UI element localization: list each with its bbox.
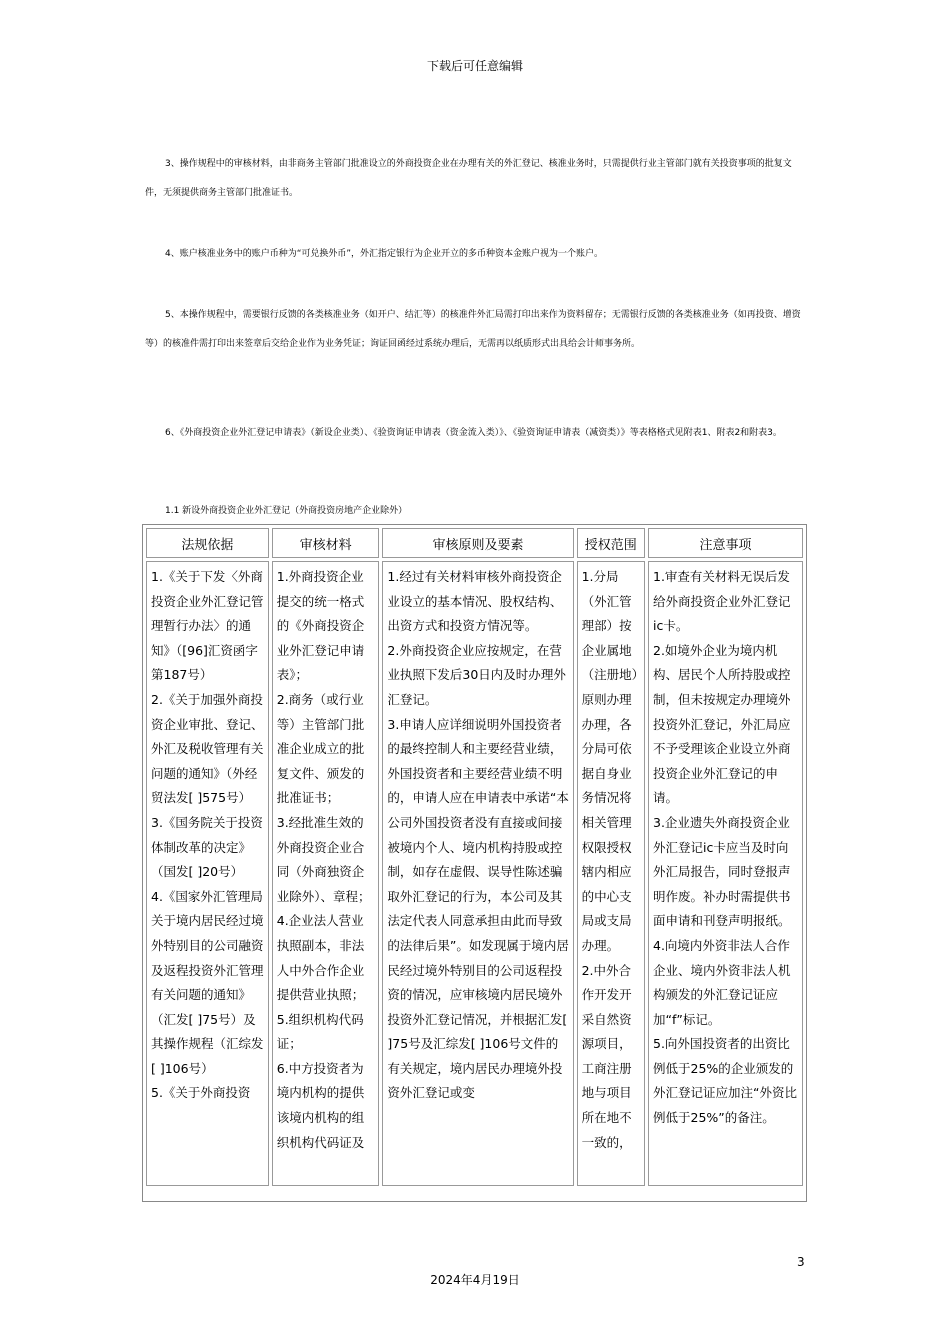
paragraph-3-text: 3、操作规程中的审核材料，由非商务主管部门批准设立的外商投资企业在办理有关的外汇登记、核准业务时，只需提供行业主管部门就有关投资事项的批复文件，无须提供商务主管部门批准证书。 — [145, 159, 792, 198]
paragraph-6 — [145, 419, 807, 448]
cell-notes — [648, 561, 803, 1186]
regulation-table — [142, 524, 807, 1202]
table-caption: 1.1 新设外商投资企业外汇登记（外商投资房地产企业除外） — [165, 506, 408, 516]
paragraph-6-text: 6、《外商投资企业外汇登记申请表》（新设企业类）、《验资询证申请表（资金流入类）》、《验资询证申请表（减资类）》等表格格式见附表1、附表2和附表3。 — [165, 428, 782, 438]
cell-authorization-scope-text: 1.分局（外汇管理部）按企业属地（注册地）原则办理办理，各分局可依据自身业务情况将相关管理权限授权辖内相应的中心支局或支局办理。 2.中外合作开发开采自然资源项目，工商注册地与项目所在地不一致的， — [581, 569, 638, 1150]
cell-legal-basis-text: 1.《关于下发〈外商投资企业外汇登记管理暂行办法〉的通知》（[96]汇资函字第187号） 2.《关于加强外商投资企业审批、登记、外汇及税收管理有关问题的通知》（外经贸法发[ ]575号） 3.《国务院关于投资体制改革的决定》（国发[ ]20号） 4.《国家外汇管理局关于境内居民经过境外特别目的公司融资及返程投资外汇管理有关问题的通知》（汇发[ ]75号）及其操作规程（汇综发[ ]106号） 5.《关于外商投资 — [151, 569, 264, 1101]
header-legal-basis: 法规依据 — [146, 528, 269, 558]
cell-review-principles-text: 1.经过有关材料审核外商投资企业设立的基本情况、股权结构、出资方式和投资方情况等。 2.外商投资企业应按规定，在营业执照下发后30日内及时办理外汇登记。 3.申请人应详细说明外国投资者的最终控制人和主要经营业绩，外国投资者和主要经营业绩不明的，申请人应在申请表中承诺“本公司外国投资者没有直接或间接被境内个人、境内机构持股或控制，如存在虚假、误导性陈述骗取外汇登记的行为，本公司及其法定代表人同意承担由此而导致的法律后果”。如发现属于境内居民经过境外特别目的公司返程投资的情况，应审核境内居民境外投资外汇登记情况，并根据汇发[ ]75号及汇综发[ ]106号文件的有关规定，境内居民办理境外投资外汇登记或变 — [387, 569, 569, 1101]
paragraph-5-text: 5、本操作规程中，需要银行反馈的各类核准业务（如开户、结汇等）的核准件外汇局需打印出来作为资料留存；无需银行反馈的各类核准业务（如再投资、增资等）的核准件需打印出来签章后交给企业作为业务凭证；询证回函经过系统办理后，无需再以纸质形式出具给会计师事务所。 — [145, 310, 801, 349]
table-header-row — [146, 528, 803, 558]
cell-review-materials — [272, 561, 380, 1186]
header-authorization-scope: 授权范围 — [577, 528, 645, 558]
paragraph-5 — [145, 301, 807, 359]
paragraph-3 — [145, 150, 807, 208]
page-footer-date: 2024年4月19日 — [430, 1273, 520, 1287]
header-review-materials: 审核材料 — [272, 528, 380, 558]
table-row — [146, 561, 803, 1186]
paragraph-4-text: 4、账户核准业务中的账户币种为“可兑换外币”，外汇指定银行为企业开立的多币种资本金账户视为一个账户。 — [165, 249, 604, 259]
header-notes: 注意事项 — [648, 528, 803, 558]
page-header: 下载后可任意编辑 — [426, 59, 523, 73]
cell-review-materials-text: 1.外商投资企业提交的统一格式的《外商投资企业外汇登记申请表》； 2.商务（或行业等）主管部门批准企业成立的批复文件、颁发的批准证书； 3.经批准生效的外商投资企业合同（外商独资企业除外）、章程； 4.企业法人营业执照副本，非法人中外合作企业提供营业执照； 5.组织机构代码证； 6.中方投资者为境内机构的提供该境内机构的组织机构代码证及 — [276, 569, 371, 1150]
cell-review-principles — [382, 561, 573, 1186]
cell-notes-text: 1.审查有关材料无误后发给外商投资企业外汇登记ic卡。 2.如境外企业为境内机构、居民个人所持股或控制，但未按规定办理境外投资外汇登记，外汇局应不予受理该企业设立外商投资企业外汇登记的申请。 3.企业遗失外商投资企业外汇登记ic卡应当及时向外汇局报告，同时登报声明作废。补办时需提供书面申请和刊登声明报纸。 4.向境内外资非法人合作企业、境内外资非法人机构颁发的外汇登记证应加“f”标记。 5.向外国投资者的出资比例低于25%的企业颁发的外汇登记证应加注“外资比例低于25%”的备注。 — [653, 569, 797, 1126]
cell-legal-basis — [146, 561, 269, 1186]
header-review-principles: 审核原则及要素 — [382, 528, 573, 558]
cell-authorization-scope — [577, 561, 645, 1186]
page-number: 3 — [797, 1255, 805, 1269]
paragraph-4 — [145, 240, 807, 269]
